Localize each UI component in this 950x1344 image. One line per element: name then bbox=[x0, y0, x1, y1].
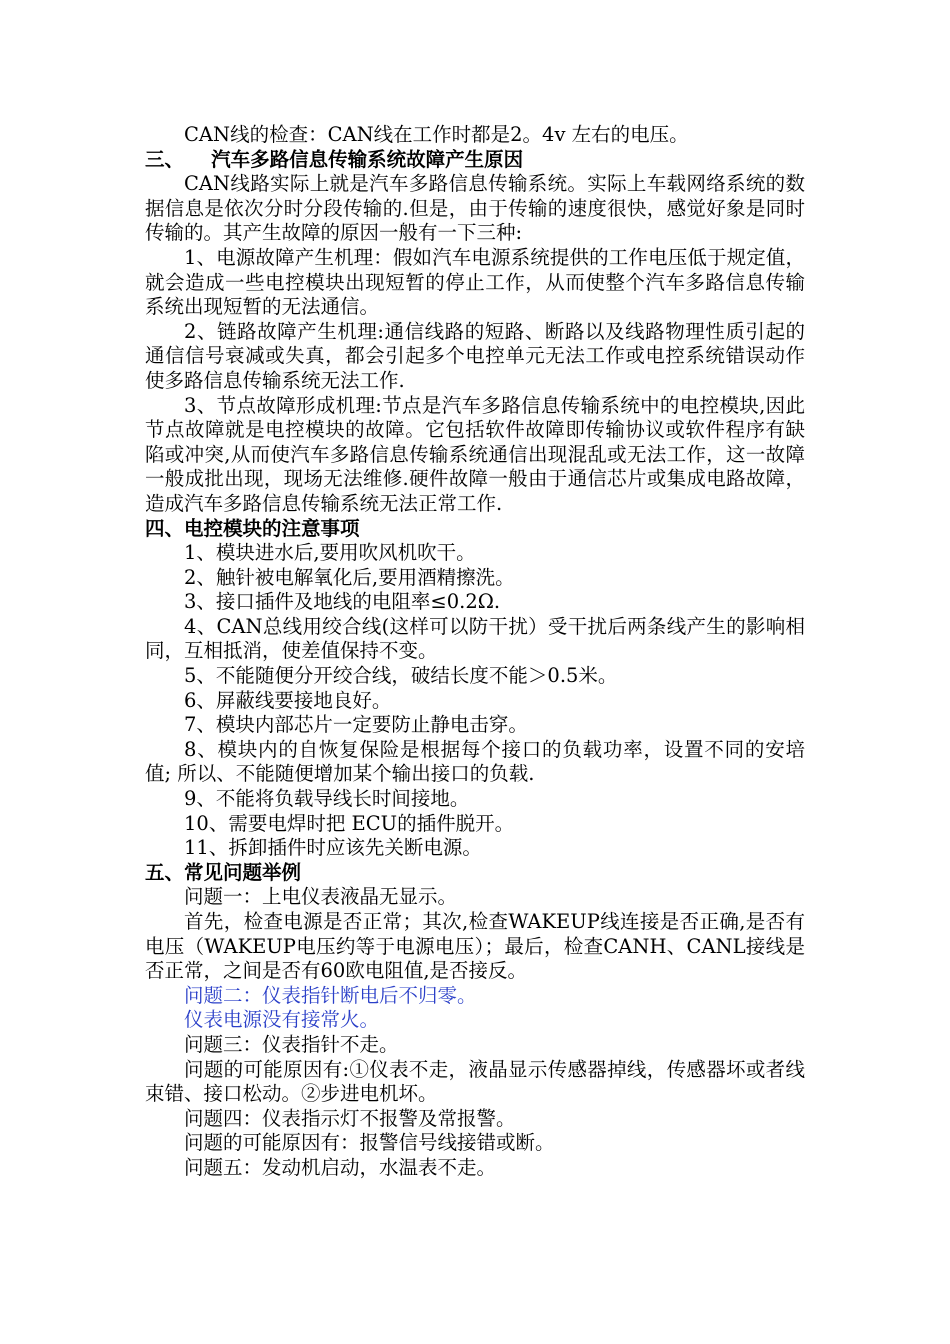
answer-2: 仪表电源没有接常火。 bbox=[184, 1008, 380, 1032]
note-item-10: 10、需要电焊时把 ECU的插件脱开。 bbox=[184, 811, 515, 835]
note-item-9: 9、不能将负载导线长时间接地。 bbox=[184, 787, 470, 811]
note-item-8: 8、模块内的自恢复保险是根据每个接口的负载功率，设置不同的安培值; 所以、不能随便增加某个输出接口的负载. bbox=[145, 737, 805, 786]
section-heading-4: 四、电控模块的注意事项 bbox=[145, 516, 360, 540]
answer-1: 首先，检查电源是否正常；其次,检查WAKEUP线连接是否正确,是否有电压（WAKEUP电压约等于电源电压）；最后，检查CANH、CANL接线是否正常，之间是否有60欧电阻值,是否接反。 bbox=[145, 910, 805, 983]
answer-4: 问题的可能原因有：报警信号线接错或断。 bbox=[184, 1131, 555, 1155]
section-heading-5: 五、常见问题举例 bbox=[145, 860, 302, 884]
can-intro-paragraph: CAN线路实际上就是汽车多路信息传输系统。实际上车载网络系统的数据信息是依次分时分段传输的.但是，由于传输的速度很快，感觉好象是同时传输的。其产生故障的原因一般有一下三种: bbox=[145, 172, 805, 245]
note-item-5: 5、不能随便分开绞合线，破结长度不能＞0.5米。 bbox=[184, 664, 618, 688]
cause-1-paragraph: 1、电源故障产生机理：假如汽车电源系统提供的工作电压低于规定值，就会造成一些电控模块出现短暂的停止工作，从而使整个汽车多路信息传输系统出现短暂的无法通信。 bbox=[145, 245, 805, 319]
document-body bbox=[145, 123, 805, 1181]
question-1: 问题一：上电仪表液晶无显示。 bbox=[184, 885, 458, 909]
note-item-2: 2、触针被电解氧化后,要用酒精擦洗。 bbox=[184, 565, 515, 589]
section-heading-3: 三、 汽车多路信息传输系统故障产生原因 bbox=[145, 147, 524, 171]
note-item-11: 11、拆卸插件时应该先关断电源。 bbox=[184, 836, 482, 860]
note-item-6: 6、屏蔽线要接地良好。 bbox=[184, 688, 392, 712]
cause-3-paragraph: 3、节点故障形成机理:节点是汽车多路信息传输系统中的电控模块,因此节点故障就是电控模块的故障。它包括软件故障即传输协议或软件程序有缺陷或冲突,从而使汽车多路信息传输系统通信出现混乱或无法工作，这一故障一般成批出现，现场无法维修.硬件故障一般由于通信芯片或集成电路故障，造成汽车多路信息传输系统无法正常工作. bbox=[145, 393, 805, 515]
question-2: 问题二：仪表指针断电后不归零。 bbox=[184, 983, 477, 1007]
can-check-paragraph: CAN线的检查：CAN线在工作时都是2。4v 左右的电压。 bbox=[184, 123, 689, 146]
note-item-4: 4、CAN总线用绞合线(这样可以防干扰）受干扰后两条线产生的影响相同，互相抵消，使差值保持不变。 bbox=[145, 614, 805, 663]
cause-2-paragraph: 2、链路故障产生机理:通信线路的短路、断路以及线路物理性质引起的通信信号衰减或失真，都会引起多个电控单元无法工作或电控系统错误动作使多路信息传输系统无法工作. bbox=[145, 319, 805, 392]
note-item-1: 1、模块进水后,要用吹风机吹干。 bbox=[184, 541, 476, 565]
note-item-7: 7、模块内部芯片一定要防止静电击穿。 bbox=[184, 713, 528, 737]
question-4: 问题四：仪表指示灯不报警及常报警。 bbox=[184, 1106, 516, 1130]
question-3: 问题三：仪表指针不走。 bbox=[184, 1032, 399, 1056]
note-item-3: 3、接口插件及地线的电阻率≤0.2Ω. bbox=[184, 590, 501, 614]
answer-3: 问题的可能原因有:①仪表不走，液晶显示传感器掉线，传感器坏或者线束错、接口松动。②步进电机坏。 bbox=[145, 1057, 805, 1106]
question-5: 问题五：发动机启动，水温表不走。 bbox=[184, 1155, 497, 1179]
